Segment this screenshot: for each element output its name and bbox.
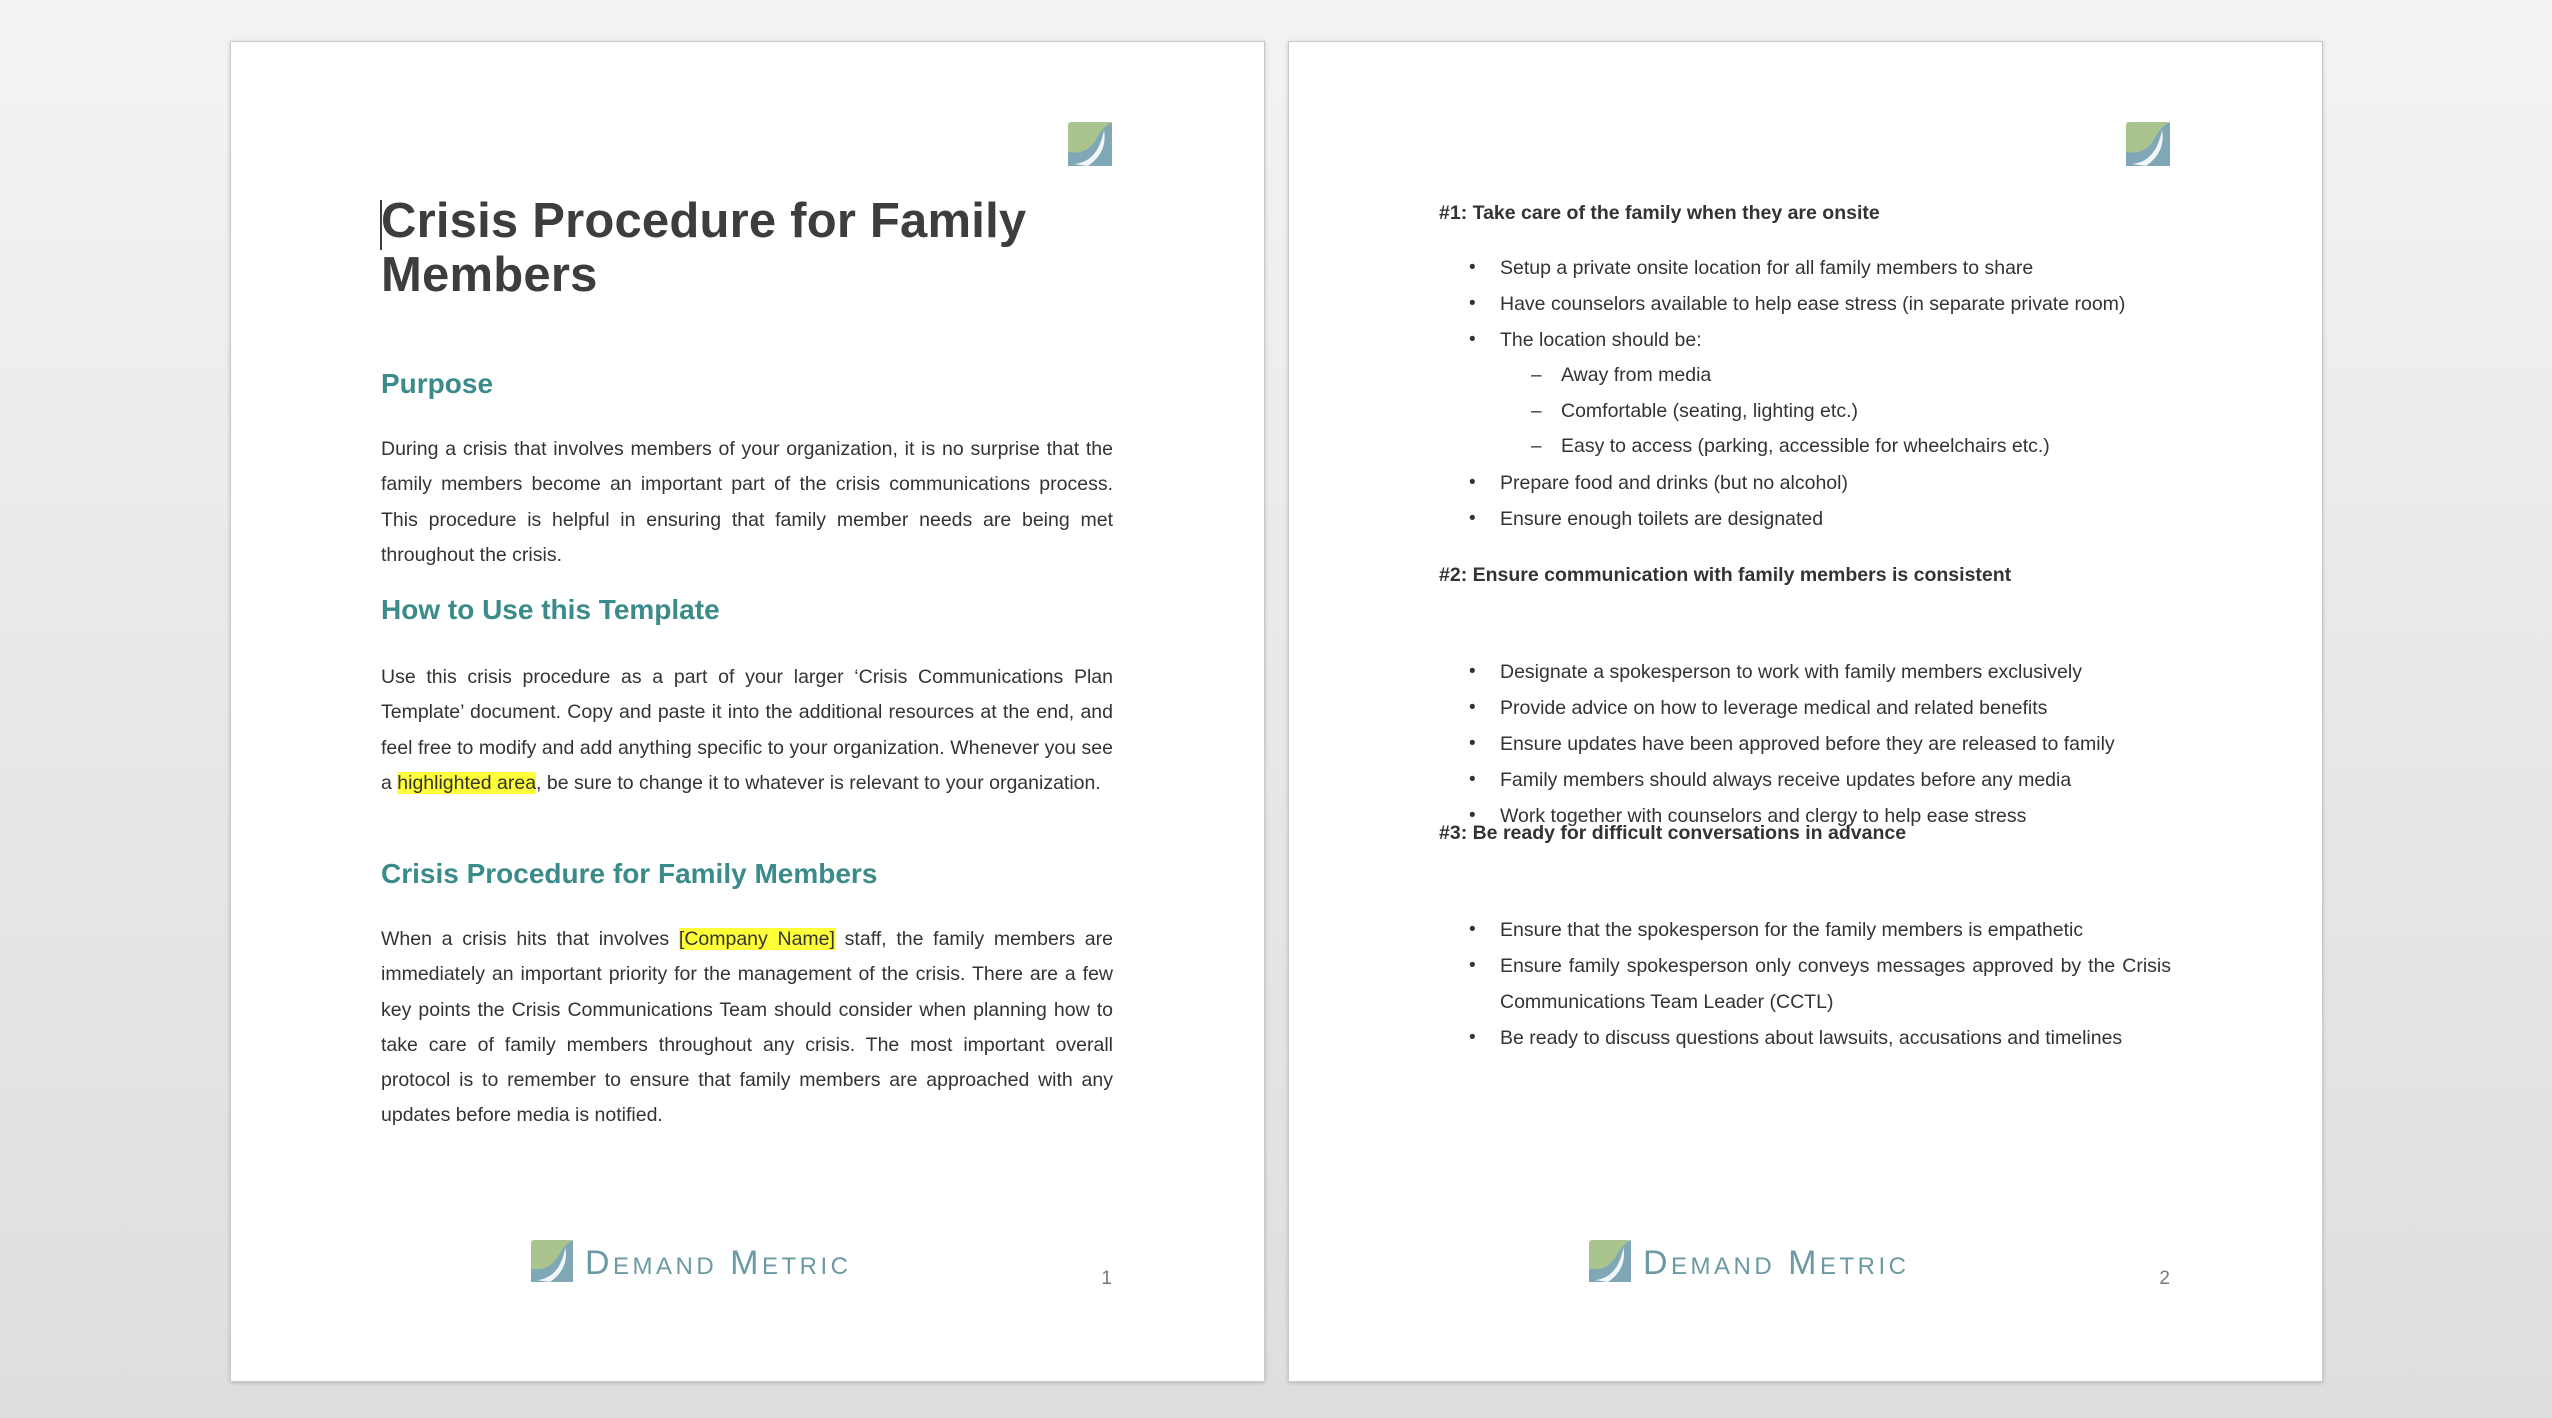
footer-logo [1589,1240,2049,1284]
list-item[interactable] [1439,465,2171,501]
list-item-text: Prepare food and drinks (but no alcohol) [1500,471,1848,494]
list-item[interactable] [1439,654,2171,690]
list-item-text: Easy to access (parking, accessible for wheelchairs etc.) [1561,435,2050,457]
bullet-icon: • [1469,661,1476,682]
document-title[interactable]: Crisis Procedure for Family Members [381,194,1027,302]
bullet-icon: • [1469,805,1476,826]
list-item[interactable] [1439,948,2171,1020]
section-3-heading[interactable]: #3: Be ready for difficult conversations in advance [1439,822,1907,844]
list-item[interactable] [1439,250,2171,286]
page-number: 2 [2159,1268,2170,1289]
list-item[interactable] [1439,690,2171,726]
section-2-heading[interactable]: #2: Ensure communication with family members is consistent [1439,564,2012,586]
list-item-text: Family members should always receive updates before any media [1500,769,2072,791]
list-item-text: Designate a spokesperson to work with family members exclusively [1500,661,2082,683]
list-item[interactable] [1439,501,2171,537]
list-item-text: Comfortable (seating, lighting etc.) [1561,399,1858,422]
procedure-text-before: When a crisis hits that involves [381,928,679,950]
list-item-text: Have counselors available to help ease stress (in separate private room) [1500,293,2126,315]
sub-list-item[interactable] [1439,429,2171,465]
procedure-heading[interactable]: Crisis Procedure for Family Members [381,858,878,889]
demand-metric-logo-icon [2126,122,2170,166]
dash-bullet-icon: – [1531,400,1542,422]
purpose-paragraph[interactable]: During a crisis that involves members of your organization, it is no surprise that the family members become an important part of the crisis communications process. This procedure is helpful in ensuring that family member needs are being met throughout the crisis. [381,438,1113,566]
how-to-use-heading[interactable]: How to Use this Template [381,594,720,625]
bullet-icon: • [1469,471,1476,493]
list-item-text: Ensure updates have been approved before they are released to family [1500,733,2115,755]
list-item[interactable] [1439,286,2171,322]
footer-logo [531,1240,991,1284]
list-item-text: Ensure enough toilets are designated [1500,507,1824,530]
list-item[interactable] [1439,762,2171,798]
demand-metric-logo-icon [1589,1240,1631,1282]
list-item-text: Setup a private onsite location for all family members to share [1500,257,2034,279]
list-item[interactable] [1439,912,2171,948]
procedure-paragraph[interactable] [381,922,1113,1134]
section-1-heading[interactable]: #1: Take care of the family when they are onsite [1439,202,1880,224]
list-item-text: Ensure family spokesperson only conveys messages approved by the Crisis Communications Team Leader (CCTL) [1500,955,2171,1013]
demand-metric-logo-icon [531,1240,573,1282]
footer-wordmark: Demand Metric [1643,1244,1910,1282]
bullet-icon: • [1469,733,1476,754]
purpose-heading[interactable]: Purpose [381,368,494,399]
bullet-icon: • [1469,1027,1476,1048]
bullet-icon: • [1469,955,1476,976]
sub-list-item[interactable] [1439,394,2171,430]
list-item-text: Work together with counselors and clergy to help ease stress [1500,805,2027,827]
how-to-text-before: Use this crisis procedure as a part of your larger ‘Crisis Communications Plan Template’ document. Copy and paste it into the additional resources at the end, and feel free to modify and add anything specific to your organization. Whenever you see a [381,666,1113,794]
dash-bullet-icon: – [1531,365,1542,386]
bullet-icon: • [1469,293,1476,314]
procedure-text-after: staff, the family members are immediately an important priority for the management of the crisis. There are a few key points the Crisis Communications Team should consider when planning how to take care of family members throughout any crisis. The most important overall protocol is to remember to ensure that family members are approached with any updates before media is notified. [381,928,1113,1127]
dash-bullet-icon: – [1531,436,1542,457]
bullet-icon: • [1469,507,1476,529]
sub-list-item[interactable] [1439,358,2171,394]
list-item[interactable] [1439,1020,2171,1056]
footer-wordmark: Demand Metric [585,1244,852,1282]
bullet-icon: • [1469,697,1476,718]
list-item[interactable] [1439,322,2171,358]
highlighted-area-text[interactable]: highlighted area [397,771,537,794]
demand-metric-logo-icon [1068,122,1112,166]
company-name-placeholder[interactable]: [Company Name] [678,928,835,950]
section-1-list [1439,250,2171,537]
list-item-text: Be ready to discuss questions about lawsuits, accusations and timelines [1500,1027,2123,1049]
list-item[interactable] [1439,726,2171,762]
bullet-icon: • [1469,329,1476,350]
list-item-text: Provide advice on how to leverage medical and related benefits [1500,697,2048,719]
section-2-list [1439,654,2171,834]
list-item-text: Ensure that the spokesperson for the family members is empathetic [1500,919,2084,941]
list-item-text: Away from media [1561,364,1712,386]
how-to-use-paragraph[interactable] [381,660,1113,801]
list-item-text: The location should be: [1500,329,1702,351]
how-to-text-after: , be sure to change it to whatever is relevant to your organization. [536,771,1101,794]
document-page-1 [230,41,1265,1382]
document-page-2 [1288,41,2323,1382]
bullet-icon: • [1469,257,1476,278]
section-3-list [1439,912,2171,1056]
bullet-icon: • [1469,769,1476,790]
bullet-icon: • [1469,919,1476,940]
page-number: 1 [1101,1268,1112,1289]
